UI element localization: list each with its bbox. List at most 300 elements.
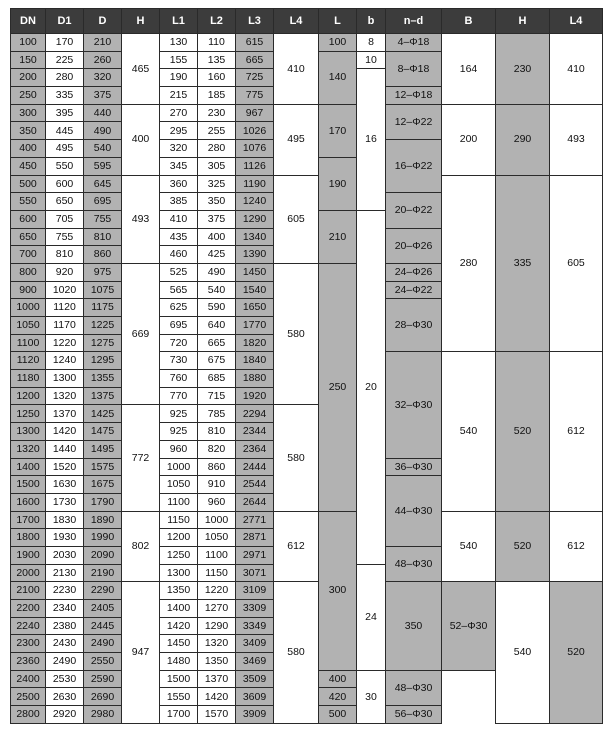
cell-l2: 230 — [198, 104, 236, 122]
cell-l1: 1550 — [160, 688, 198, 706]
cell-l1: 770 — [160, 387, 198, 405]
cell-l2: 540 — [198, 281, 236, 299]
cell-l: 140 — [319, 51, 357, 104]
cell-dn: 1400 — [11, 458, 46, 476]
cell-d1: 280 — [46, 69, 84, 87]
cell-l2: 910 — [198, 476, 236, 494]
cell-l2: 860 — [198, 458, 236, 476]
cell-b: 30 — [357, 670, 386, 723]
cell-n-d: 52–Φ30 — [442, 582, 496, 670]
cell-d: 1495 — [84, 440, 122, 458]
cell-d1: 550 — [46, 157, 84, 175]
cell-n-d: 56–Φ30 — [386, 706, 442, 724]
cell-d: 2445 — [84, 617, 122, 635]
header-l4-right: L4 — [550, 9, 603, 34]
cell-d1: 495 — [46, 140, 84, 158]
cell-l2: 350 — [198, 193, 236, 211]
cell-l3: 3109 — [236, 582, 274, 600]
header-l: L — [319, 9, 357, 34]
cell-l4-right: 605 — [550, 175, 603, 352]
cell-l3: 1076 — [236, 140, 274, 158]
cell-l3: 1920 — [236, 387, 274, 405]
cell-l1: 410 — [160, 210, 198, 228]
cell-l1: 925 — [160, 405, 198, 423]
cell-dn: 2360 — [11, 653, 46, 671]
cell-l2: 960 — [198, 493, 236, 511]
cell-b-right: 164 — [442, 34, 496, 105]
cell-l3: 725 — [236, 69, 274, 87]
cell-d1: 650 — [46, 193, 84, 211]
cell-l3: 2364 — [236, 440, 274, 458]
cell-l1: 320 — [160, 140, 198, 158]
cell-l1: 625 — [160, 299, 198, 317]
cell-l1: 1350 — [160, 582, 198, 600]
header-h-right: H — [496, 9, 550, 34]
cell-l3: 1650 — [236, 299, 274, 317]
cell-b: 24 — [357, 564, 386, 670]
cell-d1: 170 — [46, 34, 84, 52]
cell-n-d: 32–Φ30 — [386, 352, 442, 458]
cell-d1: 2230 — [46, 582, 84, 600]
cell-d: 1275 — [84, 334, 122, 352]
cell-l1: 1050 — [160, 476, 198, 494]
cell-dn: 250 — [11, 87, 46, 105]
cell-l1: 1420 — [160, 617, 198, 635]
cell-d: 1675 — [84, 476, 122, 494]
cell-h-right: 335 — [496, 175, 550, 352]
cell-l2: 375 — [198, 210, 236, 228]
cell-d: 1575 — [84, 458, 122, 476]
cell-d: 1355 — [84, 370, 122, 388]
cell-d1: 1220 — [46, 334, 84, 352]
cell-l1: 1480 — [160, 653, 198, 671]
cell-l2: 685 — [198, 370, 236, 388]
cell-l1: 460 — [160, 246, 198, 264]
cell-d1: 1440 — [46, 440, 84, 458]
cell-l3: 3071 — [236, 564, 274, 582]
cell-dn: 200 — [11, 69, 46, 87]
cell-d: 2590 — [84, 670, 122, 688]
cell-dn: 1320 — [11, 440, 46, 458]
cell-l4: 605 — [274, 175, 319, 263]
cell-dn: 1500 — [11, 476, 46, 494]
cell-dn: 2100 — [11, 582, 46, 600]
cell-dn: 1100 — [11, 334, 46, 352]
cell-n-d: 16–Φ22 — [386, 140, 442, 193]
cell-b-right: 540 — [496, 582, 550, 724]
cell-l2: 110 — [198, 34, 236, 52]
table-row — [11, 34, 603, 52]
cell-d: 210 — [84, 34, 122, 52]
cell-l: 420 — [319, 688, 357, 706]
cell-b-right: 200 — [442, 104, 496, 175]
cell-l2: 325 — [198, 175, 236, 193]
cell-d1: 2630 — [46, 688, 84, 706]
cell-d: 2690 — [84, 688, 122, 706]
cell-l1: 190 — [160, 69, 198, 87]
cell-l2: 1370 — [198, 670, 236, 688]
cell-dn: 500 — [11, 175, 46, 193]
cell-l3: 3409 — [236, 635, 274, 653]
cell-l4-right: 410 — [550, 34, 603, 105]
cell-d: 1425 — [84, 405, 122, 423]
cell-l2: 160 — [198, 69, 236, 87]
cell-l4-right: 612 — [550, 352, 603, 511]
cell-l1: 1450 — [160, 635, 198, 653]
cell-l2: 675 — [198, 352, 236, 370]
cell-d: 2405 — [84, 600, 122, 618]
cell-d1: 920 — [46, 263, 84, 281]
cell-l: 190 — [319, 157, 357, 210]
cell-d1: 1320 — [46, 387, 84, 405]
cell-n-d: 48–Φ30 — [386, 670, 442, 705]
cell-dn: 2300 — [11, 635, 46, 653]
cell-l2: 305 — [198, 157, 236, 175]
cell-d1: 600 — [46, 175, 84, 193]
cell-l4: 612 — [274, 511, 319, 582]
header-d: D — [84, 9, 122, 34]
cell-d: 1475 — [84, 423, 122, 441]
cell-l3: 1026 — [236, 122, 274, 140]
cell-l: 100 — [319, 34, 357, 52]
cell-l2: 1270 — [198, 600, 236, 618]
cell-dn: 700 — [11, 246, 46, 264]
cell-n-d: 12–Φ22 — [386, 104, 442, 139]
cell-b: 8 — [357, 34, 386, 52]
cell-l3: 2344 — [236, 423, 274, 441]
header-n-d: n–d — [386, 9, 442, 34]
cell-dn: 1700 — [11, 511, 46, 529]
cell-dn: 1250 — [11, 405, 46, 423]
cell-d: 1075 — [84, 281, 122, 299]
cell-n-d: 12–Φ18 — [386, 87, 442, 105]
cell-d: 645 — [84, 175, 122, 193]
cell-dn: 2000 — [11, 564, 46, 582]
cell-l3: 3349 — [236, 617, 274, 635]
cell-l2: 810 — [198, 423, 236, 441]
cell-d1: 2530 — [46, 670, 84, 688]
cell-h-right: 520 — [550, 582, 603, 724]
cell-l3: 1770 — [236, 317, 274, 335]
cell-d1: 225 — [46, 51, 84, 69]
cell-d: 1990 — [84, 529, 122, 547]
cell-d: 810 — [84, 228, 122, 246]
cell-d1: 2130 — [46, 564, 84, 582]
cell-dn: 150 — [11, 51, 46, 69]
cell-l1: 360 — [160, 175, 198, 193]
cell-n-d: 28–Φ30 — [386, 299, 442, 352]
cell-d: 755 — [84, 210, 122, 228]
cell-l3: 1840 — [236, 352, 274, 370]
cell-l3: 615 — [236, 34, 274, 52]
cell-l1: 1400 — [160, 600, 198, 618]
cell-d1: 2920 — [46, 706, 84, 724]
table-row — [11, 104, 603, 122]
cell-b-right: 280 — [442, 175, 496, 352]
cell-dn: 2200 — [11, 600, 46, 618]
cell-d1: 2340 — [46, 600, 84, 618]
cell-l3: 3909 — [236, 706, 274, 724]
cell-l2: 1320 — [198, 635, 236, 653]
cell-l3: 665 — [236, 51, 274, 69]
cell-l2: 640 — [198, 317, 236, 335]
cell-d1: 1730 — [46, 493, 84, 511]
cell-d: 2490 — [84, 635, 122, 653]
cell-l2: 1350 — [198, 653, 236, 671]
cell-h: 947 — [122, 582, 160, 724]
cell-dn: 1800 — [11, 529, 46, 547]
cell-h-right: 290 — [496, 104, 550, 175]
cell-d1: 2430 — [46, 635, 84, 653]
cell-l2: 785 — [198, 405, 236, 423]
flange-dimension-table-frame — [10, 8, 585, 743]
cell-d: 860 — [84, 246, 122, 264]
cell-dn: 650 — [11, 228, 46, 246]
cell-dn: 450 — [11, 157, 46, 175]
cell-d: 1790 — [84, 493, 122, 511]
cell-d1: 2030 — [46, 546, 84, 564]
cell-l1: 295 — [160, 122, 198, 140]
cell-l4: 495 — [274, 104, 319, 175]
cell-dn: 100 — [11, 34, 46, 52]
cell-l2: 255 — [198, 122, 236, 140]
cell-l1: 565 — [160, 281, 198, 299]
cell-dn: 1900 — [11, 546, 46, 564]
cell-l3: 2971 — [236, 546, 274, 564]
cell-d1: 755 — [46, 228, 84, 246]
cell-d1: 1120 — [46, 299, 84, 317]
cell-dn: 300 — [11, 104, 46, 122]
cell-h-right: 520 — [496, 352, 550, 511]
cell-l2: 400 — [198, 228, 236, 246]
cell-d: 540 — [84, 140, 122, 158]
cell-l1: 760 — [160, 370, 198, 388]
cell-b: 10 — [357, 51, 386, 69]
cell-l: 500 — [319, 706, 357, 724]
cell-d: 695 — [84, 193, 122, 211]
cell-l4-right: 612 — [550, 511, 603, 582]
cell-l1: 1200 — [160, 529, 198, 547]
cell-h-right: 520 — [496, 511, 550, 582]
cell-dn: 1200 — [11, 387, 46, 405]
cell-n-d: 4–Φ18 — [386, 34, 442, 52]
cell-l1: 1700 — [160, 706, 198, 724]
cell-l1: 1250 — [160, 546, 198, 564]
cell-d1: 1420 — [46, 423, 84, 441]
cell-n-d: 24–Φ26 — [386, 263, 442, 281]
cell-n-d: 8–Φ18 — [386, 51, 442, 86]
flange-dimension-table — [10, 8, 603, 724]
cell-l3: 1880 — [236, 370, 274, 388]
cell-l3: 775 — [236, 87, 274, 105]
cell-l2: 1050 — [198, 529, 236, 547]
cell-l1: 925 — [160, 423, 198, 441]
cell-l4: 580 — [274, 405, 319, 511]
cell-l1: 1150 — [160, 511, 198, 529]
cell-l2: 185 — [198, 87, 236, 105]
cell-b-right: 540 — [442, 352, 496, 511]
header-b: b — [357, 9, 386, 34]
header-dn: DN — [11, 9, 46, 34]
cell-d1: 335 — [46, 87, 84, 105]
cell-h-right: 230 — [496, 34, 550, 105]
cell-n-d: 20–Φ26 — [386, 228, 442, 263]
cell-l: 350 — [386, 582, 442, 670]
cell-h: 493 — [122, 175, 160, 263]
cell-dn: 1600 — [11, 493, 46, 511]
cell-l1: 730 — [160, 352, 198, 370]
cell-l2: 490 — [198, 263, 236, 281]
cell-l3: 1540 — [236, 281, 274, 299]
cell-d: 440 — [84, 104, 122, 122]
table-body — [11, 34, 603, 724]
cell-b-right: 540 — [442, 511, 496, 582]
cell-l2: 1100 — [198, 546, 236, 564]
cell-l3: 1240 — [236, 193, 274, 211]
cell-d1: 810 — [46, 246, 84, 264]
cell-l3: 1820 — [236, 334, 274, 352]
cell-d: 2290 — [84, 582, 122, 600]
cell-d1: 705 — [46, 210, 84, 228]
cell-dn: 550 — [11, 193, 46, 211]
cell-l1: 385 — [160, 193, 198, 211]
cell-d: 320 — [84, 69, 122, 87]
cell-l1: 1500 — [160, 670, 198, 688]
cell-d1: 1930 — [46, 529, 84, 547]
cell-d: 1225 — [84, 317, 122, 335]
cell-dn: 1180 — [11, 370, 46, 388]
cell-l3: 2444 — [236, 458, 274, 476]
cell-dn: 600 — [11, 210, 46, 228]
cell-l2: 280 — [198, 140, 236, 158]
cell-dn: 2500 — [11, 688, 46, 706]
cell-d1: 395 — [46, 104, 84, 122]
cell-l2: 1150 — [198, 564, 236, 582]
cell-d: 2190 — [84, 564, 122, 582]
cell-l4: 580 — [274, 263, 319, 405]
cell-l4: 410 — [274, 34, 319, 105]
cell-n-d: 36–Φ30 — [386, 458, 442, 476]
cell-l1: 1100 — [160, 493, 198, 511]
cell-l3: 2644 — [236, 493, 274, 511]
cell-l3: 2544 — [236, 476, 274, 494]
cell-d: 375 — [84, 87, 122, 105]
header-l2: L2 — [198, 9, 236, 34]
table-row — [11, 582, 603, 600]
cell-dn: 2400 — [11, 670, 46, 688]
cell-dn: 350 — [11, 122, 46, 140]
cell-dn: 1300 — [11, 423, 46, 441]
cell-n-d: 44–Φ30 — [386, 476, 442, 547]
cell-n-d: 20–Φ22 — [386, 193, 442, 228]
table-row — [11, 511, 603, 529]
cell-l2: 1220 — [198, 582, 236, 600]
cell-d: 2090 — [84, 546, 122, 564]
cell-l3: 3469 — [236, 653, 274, 671]
cell-d1: 445 — [46, 122, 84, 140]
cell-l: 400 — [319, 670, 357, 688]
cell-d1: 1020 — [46, 281, 84, 299]
cell-l2: 1570 — [198, 706, 236, 724]
cell-l3: 2294 — [236, 405, 274, 423]
cell-d1: 2380 — [46, 617, 84, 635]
cell-l3: 967 — [236, 104, 274, 122]
cell-h: 669 — [122, 263, 160, 405]
cell-l1: 435 — [160, 228, 198, 246]
cell-l3: 1190 — [236, 175, 274, 193]
cell-l1: 525 — [160, 263, 198, 281]
cell-l3: 1340 — [236, 228, 274, 246]
cell-l1: 960 — [160, 440, 198, 458]
cell-l2: 665 — [198, 334, 236, 352]
cell-d1: 2490 — [46, 653, 84, 671]
cell-l2: 135 — [198, 51, 236, 69]
cell-dn: 2240 — [11, 617, 46, 635]
cell-dn: 1120 — [11, 352, 46, 370]
cell-l3: 1290 — [236, 210, 274, 228]
cell-dn: 900 — [11, 281, 46, 299]
header-h: H — [122, 9, 160, 34]
cell-l3: 2771 — [236, 511, 274, 529]
cell-l1: 270 — [160, 104, 198, 122]
cell-l3: 1126 — [236, 157, 274, 175]
cell-l4-right: 493 — [550, 104, 603, 175]
cell-d1: 1830 — [46, 511, 84, 529]
cell-l2: 820 — [198, 440, 236, 458]
cell-d1: 1520 — [46, 458, 84, 476]
cell-l3: 3609 — [236, 688, 274, 706]
cell-d: 260 — [84, 51, 122, 69]
cell-l3: 1450 — [236, 263, 274, 281]
cell-d1: 1170 — [46, 317, 84, 335]
cell-l: 210 — [319, 210, 357, 263]
cell-dn: 1000 — [11, 299, 46, 317]
cell-l1: 695 — [160, 317, 198, 335]
cell-d: 490 — [84, 122, 122, 140]
cell-l1: 1000 — [160, 458, 198, 476]
cell-l3: 3509 — [236, 670, 274, 688]
header-d1: D1 — [46, 9, 84, 34]
cell-h: 802 — [122, 511, 160, 582]
cell-l1: 345 — [160, 157, 198, 175]
cell-d1: 1370 — [46, 405, 84, 423]
cell-l2: 1420 — [198, 688, 236, 706]
cell-dn: 400 — [11, 140, 46, 158]
cell-dn: 2800 — [11, 706, 46, 724]
cell-l4: 580 — [274, 582, 319, 724]
cell-d: 1375 — [84, 387, 122, 405]
cell-d1: 1240 — [46, 352, 84, 370]
cell-h: 465 — [122, 34, 160, 105]
cell-b: 16 — [357, 69, 386, 211]
cell-d: 975 — [84, 263, 122, 281]
cell-l2: 425 — [198, 246, 236, 264]
table-row — [11, 175, 603, 193]
cell-n-d: 24–Φ22 — [386, 281, 442, 299]
cell-d: 2980 — [84, 706, 122, 724]
cell-b: 20 — [357, 210, 386, 564]
cell-l2: 715 — [198, 387, 236, 405]
cell-l1: 155 — [160, 51, 198, 69]
cell-l3: 2871 — [236, 529, 274, 547]
cell-l2: 1000 — [198, 511, 236, 529]
cell-l: 300 — [319, 511, 357, 670]
cell-l1: 215 — [160, 87, 198, 105]
cell-l2: 1290 — [198, 617, 236, 635]
cell-h: 772 — [122, 405, 160, 511]
header-l4: L4 — [274, 9, 319, 34]
header-l1: L1 — [160, 9, 198, 34]
